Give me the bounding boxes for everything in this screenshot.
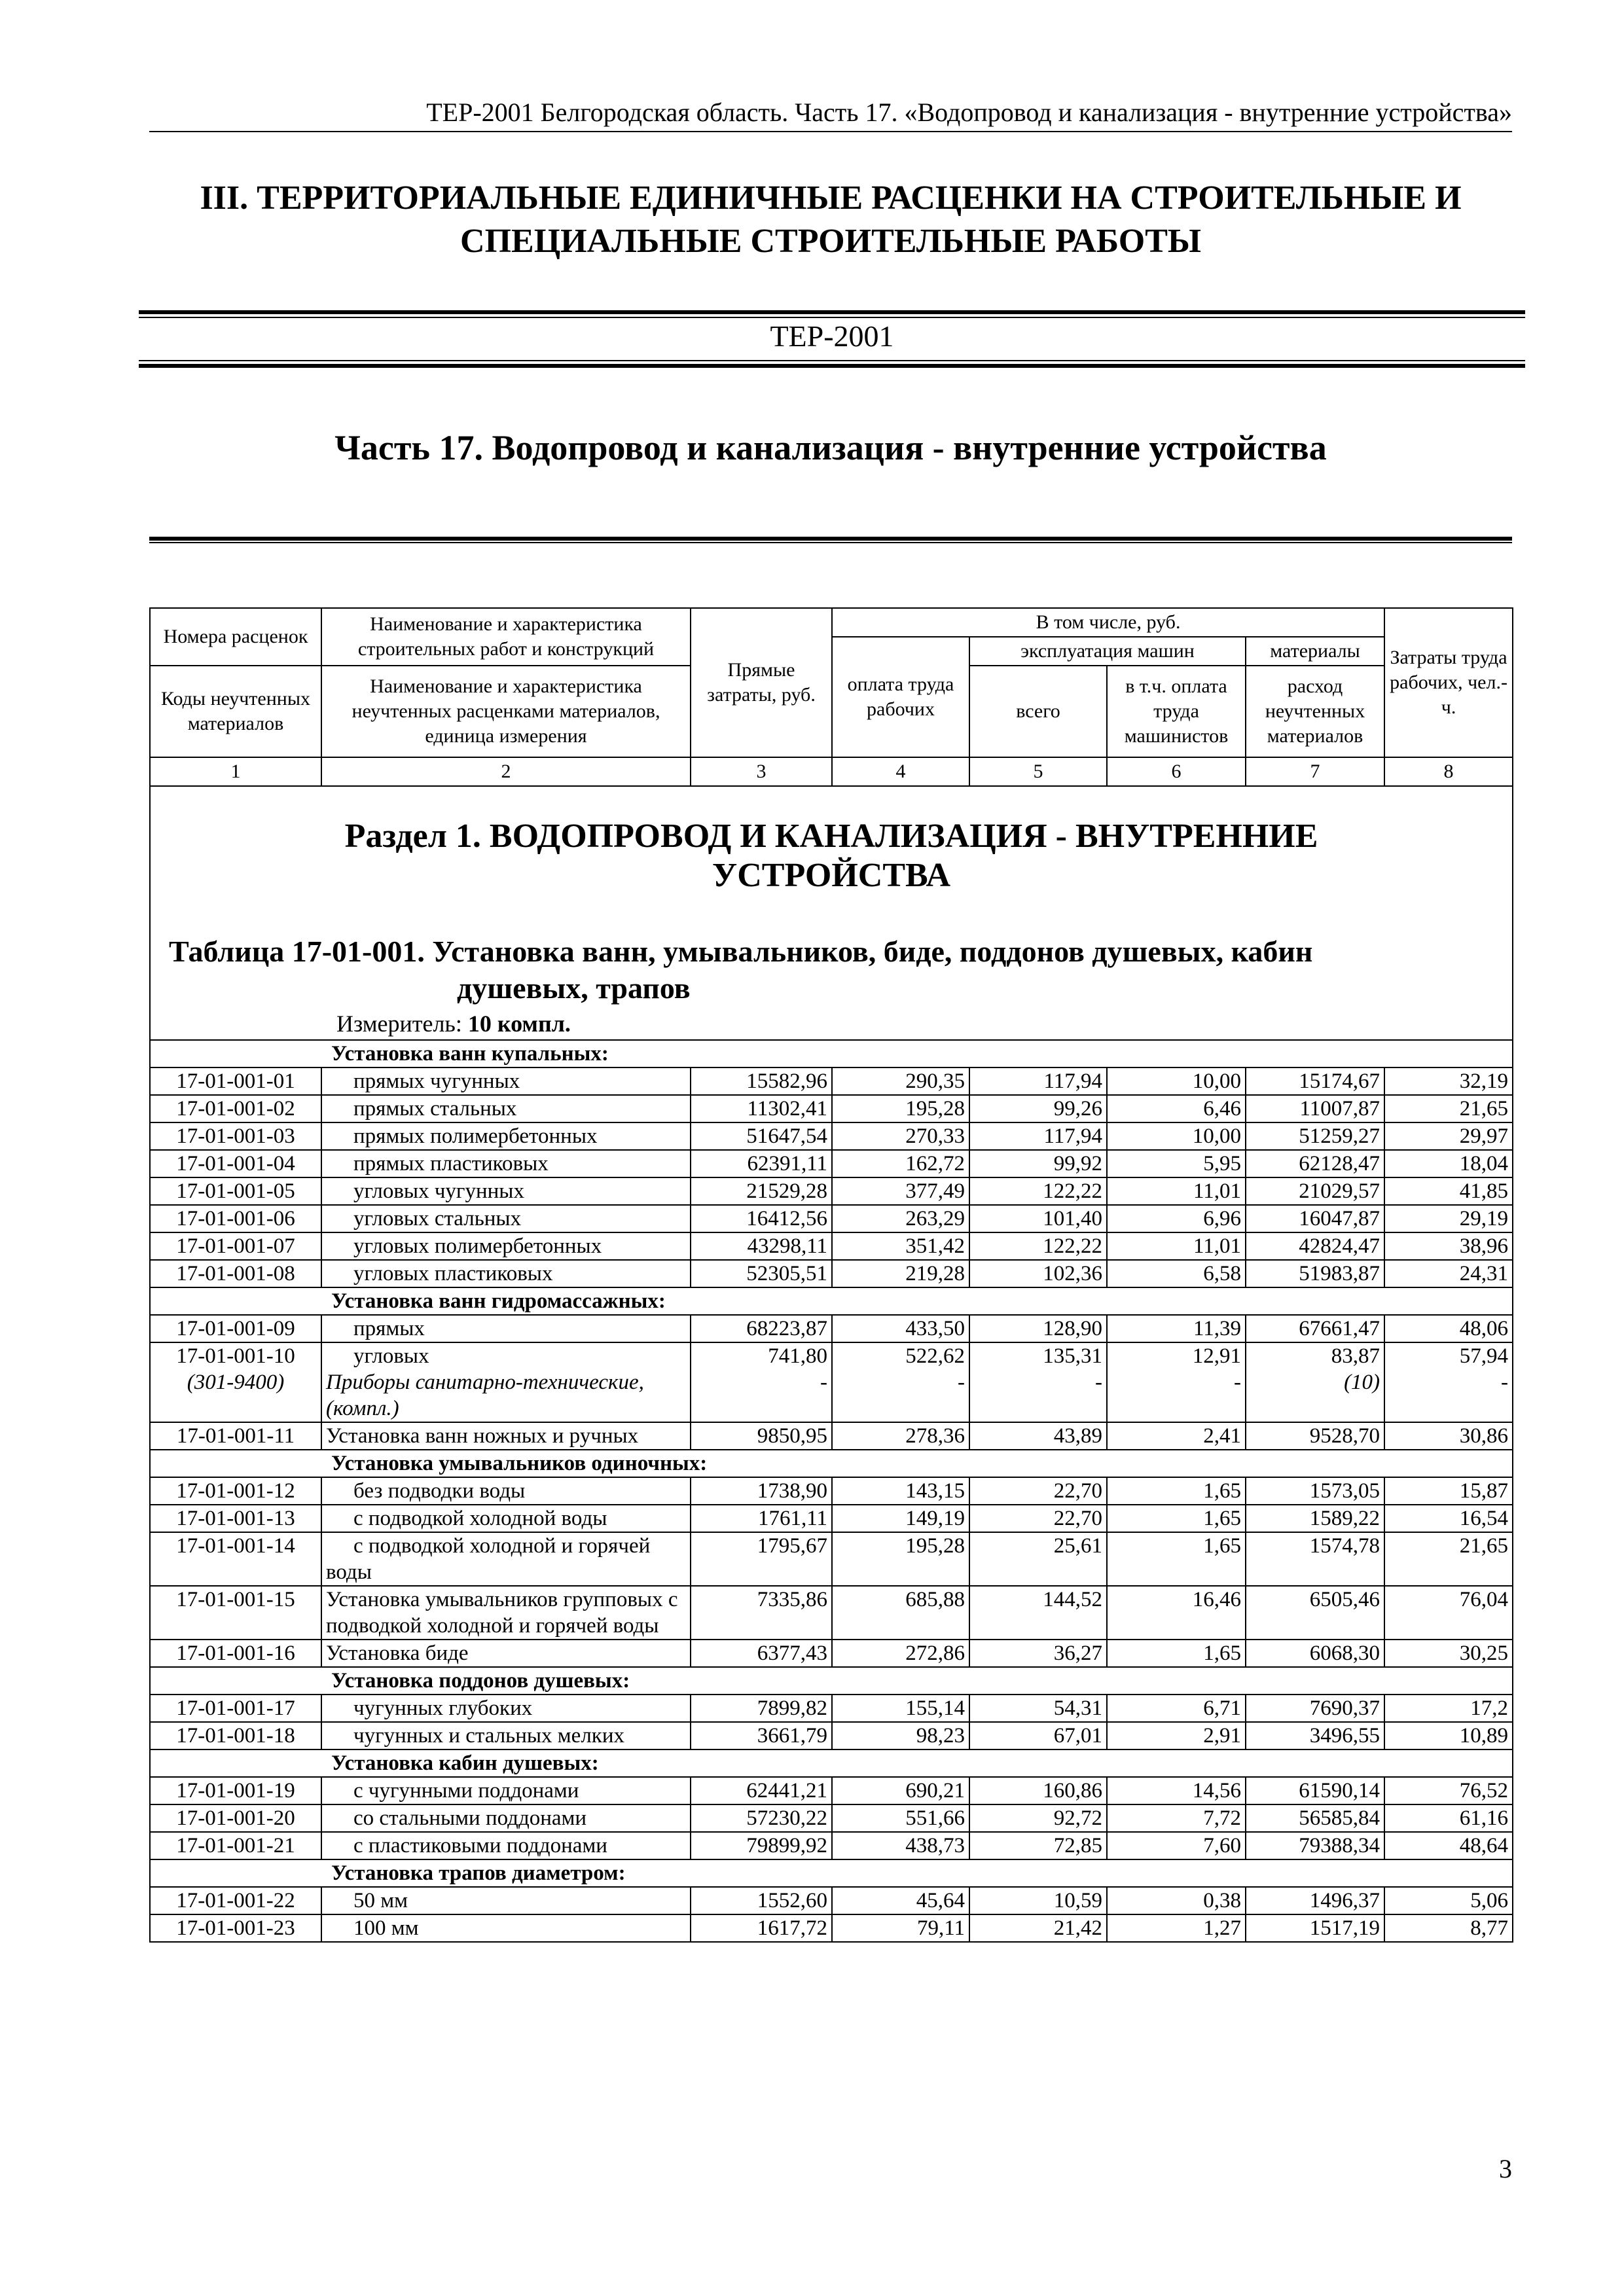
rate-name: Установка умывальников групповых с подводкой холодной и горячей воды xyxy=(321,1586,691,1640)
rate-code: 17-01-001-05 xyxy=(150,1177,321,1205)
rate-code: 17-01-001-17 xyxy=(150,1695,321,1722)
col-direct-costs: Прямые затраты, руб. xyxy=(691,608,832,757)
labor-cost: 5,06 xyxy=(1384,1887,1513,1914)
rate-code: 17-01-001-23 xyxy=(150,1914,321,1942)
machines-total: 101,40 xyxy=(969,1205,1107,1232)
material-code: (301-9400) xyxy=(150,1369,321,1422)
col-labor-costs: Затраты труда рабочих, чел.-ч. xyxy=(1384,608,1513,757)
materials-cost: 42824,47 xyxy=(1246,1232,1384,1260)
table-row xyxy=(150,1532,1513,1586)
machinist-pay: 6,58 xyxy=(1107,1260,1246,1287)
direct-cost: 21529,28 xyxy=(691,1177,832,1205)
col-number: 3 xyxy=(691,757,832,786)
rate-code: 17-01-001-12 xyxy=(150,1477,321,1505)
labor-cost: 29,97 xyxy=(1384,1122,1513,1150)
table-row xyxy=(150,1477,1513,1505)
worker-pay: 270,33 xyxy=(832,1122,969,1150)
machines-total: - xyxy=(969,1369,1107,1422)
rate-name: прямых полимербетонных xyxy=(321,1122,691,1150)
rate-code: 17-01-001-20 xyxy=(150,1804,321,1832)
direct-cost: 1738,90 xyxy=(691,1477,832,1505)
material-name: Приборы санитарно-технические, (компл.) xyxy=(321,1369,691,1422)
running-header: ТЕР-2001 Белгородская область. Часть 17. «Водопровод и канализация - внутренние устройства» xyxy=(426,98,1512,127)
machinist-pay: 2,91 xyxy=(1107,1722,1246,1749)
materials-cost: 1574,78 xyxy=(1246,1532,1384,1586)
rate-name: прямых пластиковых xyxy=(321,1150,691,1177)
machines-total: 10,59 xyxy=(969,1887,1107,1914)
machinist-pay: 6,96 xyxy=(1107,1205,1246,1232)
table-row xyxy=(150,1315,1513,1342)
machinist-pay: 1,65 xyxy=(1107,1477,1246,1505)
worker-pay: 149,19 xyxy=(832,1505,969,1532)
direct-cost: 52305,51 xyxy=(691,1260,832,1287)
group-header xyxy=(150,1859,1513,1887)
machines-total: 128,90 xyxy=(969,1315,1107,1342)
labor-cost: 38,96 xyxy=(1384,1232,1513,1260)
rate-code: 17-01-001-01 xyxy=(150,1067,321,1095)
col-codes-bottom: Коды неучтенных материалов xyxy=(150,666,321,757)
labor-cost: 21,65 xyxy=(1384,1532,1513,1586)
table-row xyxy=(150,1695,1513,1722)
rates-table xyxy=(149,607,1513,1943)
machinist-pay: 5,95 xyxy=(1107,1150,1246,1177)
rate-code: 17-01-001-03 xyxy=(150,1122,321,1150)
materials-cost: 83,87 xyxy=(1246,1342,1384,1369)
table-row xyxy=(150,1342,1513,1369)
band-inner-rule xyxy=(139,360,1525,361)
table-row xyxy=(150,1832,1513,1859)
rate-code: 17-01-001-22 xyxy=(150,1887,321,1914)
materials-cost: 15174,67 xyxy=(1246,1067,1384,1095)
rate-code: 17-01-001-06 xyxy=(150,1205,321,1232)
worker-pay: 195,28 xyxy=(832,1095,969,1122)
labor-cost: 57,94 xyxy=(1384,1342,1513,1369)
materials-cost: 3496,55 xyxy=(1246,1722,1384,1749)
rate-name: с подводкой холодной воды xyxy=(321,1505,691,1532)
rate-code: 17-01-001-13 xyxy=(150,1505,321,1532)
materials-cost: 1517,19 xyxy=(1246,1914,1384,1942)
table-row xyxy=(150,1777,1513,1804)
table-row xyxy=(150,1260,1513,1287)
machines-total: 67,01 xyxy=(969,1722,1107,1749)
table-row xyxy=(150,1422,1513,1450)
group-label: Установка поддонов душевых: xyxy=(150,1667,1513,1695)
materials-cost: 51983,87 xyxy=(1246,1260,1384,1287)
table-title xyxy=(151,933,1512,1007)
worker-pay: 143,15 xyxy=(832,1477,969,1505)
machines-total: 117,94 xyxy=(969,1122,1107,1150)
group-label: Установка ванн купальных: xyxy=(150,1040,1513,1067)
band-label: ТЕР-2001 xyxy=(770,319,894,353)
group-label: Установка ванн гидромассажных: xyxy=(150,1287,1513,1315)
table-row xyxy=(150,1887,1513,1914)
rate-name: угловых xyxy=(321,1342,691,1369)
worker-pay: - xyxy=(832,1369,969,1422)
rate-name: чугунных глубоких xyxy=(321,1695,691,1722)
machines-total: 99,26 xyxy=(969,1095,1107,1122)
machinist-pay: 2,41 xyxy=(1107,1422,1246,1450)
table-row xyxy=(150,1095,1513,1122)
direct-cost: 62391,11 xyxy=(691,1150,832,1177)
materials-cost: 11007,87 xyxy=(1246,1095,1384,1122)
col-number: 5 xyxy=(969,757,1107,786)
direct-cost: 68223,87 xyxy=(691,1315,832,1342)
machinist-pay: 6,71 xyxy=(1107,1695,1246,1722)
rate-code: 17-01-001-02 xyxy=(150,1095,321,1122)
section-title: Раздел 1. ВОДОПРОВОД И КАНАЛИЗАЦИЯ - ВНУТРЕННИЕ УСТРОЙСТВА xyxy=(344,817,1318,894)
machines-total: 122,22 xyxy=(969,1177,1107,1205)
table-row xyxy=(150,1640,1513,1667)
worker-pay: 438,73 xyxy=(832,1832,969,1859)
direct-cost: 7899,82 xyxy=(691,1695,832,1722)
direct-cost: 3661,79 xyxy=(691,1722,832,1749)
direct-cost: 15582,96 xyxy=(691,1067,832,1095)
table-row xyxy=(150,1369,1513,1422)
labor-cost: 48,64 xyxy=(1384,1832,1513,1859)
materials-cost: 7690,37 xyxy=(1246,1695,1384,1722)
materials-cost: 56585,84 xyxy=(1246,1804,1384,1832)
direct-cost: 1552,60 xyxy=(691,1887,832,1914)
direct-cost: 57230,22 xyxy=(691,1804,832,1832)
direct-cost: 741,80 xyxy=(691,1342,832,1369)
rate-name: угловых стальных xyxy=(321,1205,691,1232)
table-row xyxy=(150,1177,1513,1205)
materials-cost: 1496,37 xyxy=(1246,1887,1384,1914)
worker-pay: 162,72 xyxy=(832,1150,969,1177)
labor-cost: 76,52 xyxy=(1384,1777,1513,1804)
group-header xyxy=(150,1450,1513,1477)
materials-cost: 16047,87 xyxy=(1246,1205,1384,1232)
table-row xyxy=(150,1586,1513,1640)
rate-code: 17-01-001-08 xyxy=(150,1260,321,1287)
rate-code: 17-01-001-11 xyxy=(150,1422,321,1450)
worker-pay: 690,21 xyxy=(832,1777,969,1804)
machines-total: 54,31 xyxy=(969,1695,1107,1722)
materials-cost: 1589,22 xyxy=(1246,1505,1384,1532)
group-label: Установка трапов диаметром: xyxy=(150,1859,1513,1887)
rate-code: 17-01-001-18 xyxy=(150,1722,321,1749)
table-row xyxy=(150,1067,1513,1095)
materials-cost: 67661,47 xyxy=(1246,1315,1384,1342)
col-number: 2 xyxy=(321,757,691,786)
page-number: 3 xyxy=(1499,2154,1512,2183)
machinist-pay: 7,72 xyxy=(1107,1804,1246,1832)
rate-code: 17-01-001-07 xyxy=(150,1232,321,1260)
materials-cost: 62128,47 xyxy=(1246,1150,1384,1177)
meter-value: 10 компл. xyxy=(467,1011,571,1037)
worker-pay: 551,66 xyxy=(832,1804,969,1832)
labor-cost: 8,77 xyxy=(1384,1914,1513,1942)
worker-pay: 278,36 xyxy=(832,1422,969,1450)
worker-pay: 685,88 xyxy=(832,1586,969,1640)
worker-pay: 263,29 xyxy=(832,1205,969,1232)
labor-cost: 18,04 xyxy=(1384,1150,1513,1177)
direct-cost: 16412,56 xyxy=(691,1205,832,1232)
table-row xyxy=(150,1205,1513,1232)
materials-cost: 6068,30 xyxy=(1246,1640,1384,1667)
machinist-pay: 1,27 xyxy=(1107,1914,1246,1942)
ter-band xyxy=(139,310,1525,368)
rate-name: угловых полимербетонных xyxy=(321,1232,691,1260)
labor-cost: 29,19 xyxy=(1384,1205,1513,1232)
meter xyxy=(151,1009,1512,1038)
rate-name: угловых пластиковых xyxy=(321,1260,691,1287)
col-codes-top: Номера расценок xyxy=(150,608,321,666)
machinist-pay: 11,01 xyxy=(1107,1232,1246,1260)
worker-pay: 219,28 xyxy=(832,1260,969,1287)
labor-cost: 48,06 xyxy=(1384,1315,1513,1342)
labor-cost: 32,19 xyxy=(1384,1067,1513,1095)
machines-total: 122,22 xyxy=(969,1232,1107,1260)
rate-name: чугунных и стальных мелких xyxy=(321,1722,691,1749)
group-header xyxy=(150,1667,1513,1695)
worker-pay: 433,50 xyxy=(832,1315,969,1342)
col-number: 6 xyxy=(1107,757,1246,786)
rate-name: без подводки воды xyxy=(321,1477,691,1505)
rate-code: 17-01-001-10 xyxy=(150,1342,321,1369)
rate-code: 17-01-001-21 xyxy=(150,1832,321,1859)
direct-cost: 43298,11 xyxy=(691,1232,832,1260)
machines-total: 160,86 xyxy=(969,1777,1107,1804)
group-label: Установка умывальников одиночных: xyxy=(150,1450,1513,1477)
meter-label: Измеритель: xyxy=(336,1011,462,1037)
group-label: Установка кабин душевых: xyxy=(150,1749,1513,1777)
worker-pay: 377,49 xyxy=(832,1177,969,1205)
rate-name: 100 мм xyxy=(321,1914,691,1942)
labor-cost: 30,86 xyxy=(1384,1422,1513,1450)
direct-cost: 11302,41 xyxy=(691,1095,832,1122)
materials-cost: 6505,46 xyxy=(1246,1586,1384,1640)
machines-total: 72,85 xyxy=(969,1832,1107,1859)
worker-pay: 290,35 xyxy=(832,1067,969,1095)
machinist-pay: 1,65 xyxy=(1107,1505,1246,1532)
rate-code: 17-01-001-15 xyxy=(150,1586,321,1640)
worker-pay: 522,62 xyxy=(832,1342,969,1369)
table-row xyxy=(150,1722,1513,1749)
table-row xyxy=(150,1232,1513,1260)
col-number: 4 xyxy=(832,757,969,786)
direct-cost: 1617,72 xyxy=(691,1914,832,1942)
machinist-pay: 14,56 xyxy=(1107,1777,1246,1804)
machines-total: 144,52 xyxy=(969,1586,1107,1640)
worker-pay: 45,64 xyxy=(832,1887,969,1914)
direct-cost: 6377,43 xyxy=(691,1640,832,1667)
rate-name: с пластиковыми поддонами xyxy=(321,1832,691,1859)
table-row xyxy=(150,1122,1513,1150)
labor-cost: 76,04 xyxy=(1384,1586,1513,1640)
rate-code: 17-01-001-19 xyxy=(150,1777,321,1804)
col-number: 1 xyxy=(150,757,321,786)
machines-total: 102,36 xyxy=(969,1260,1107,1287)
machines-total: 25,61 xyxy=(969,1532,1107,1586)
title-rule xyxy=(149,537,1512,543)
worker-pay: 98,23 xyxy=(832,1722,969,1749)
table-row xyxy=(150,1505,1513,1532)
machinist-pay: 16,46 xyxy=(1107,1586,1246,1640)
rate-code: 17-01-001-14 xyxy=(150,1532,321,1586)
labor-cost: 61,16 xyxy=(1384,1804,1513,1832)
materials-cost: 61590,14 xyxy=(1246,1777,1384,1804)
labor-cost: 15,87 xyxy=(1384,1477,1513,1505)
worker-pay: 351,42 xyxy=(832,1232,969,1260)
table-title-line: Таблица 17-01-001. Установка ванн, умывальников, биде, поддонов душевых, кабин xyxy=(169,935,1313,968)
worker-pay: 155,14 xyxy=(832,1695,969,1722)
labor-cost: 41,85 xyxy=(1384,1177,1513,1205)
machinist-pay: 1,65 xyxy=(1107,1640,1246,1667)
rate-code: 17-01-001-16 xyxy=(150,1640,321,1667)
part-title: Часть 17. Водопровод и канализация - внутренние устройства xyxy=(334,428,1327,467)
col-number: 8 xyxy=(1384,757,1513,786)
rate-code: 17-01-001-09 xyxy=(150,1315,321,1342)
machines-total: 135,31 xyxy=(969,1342,1107,1369)
labor-cost: - xyxy=(1384,1369,1513,1422)
machinist-pay: 11,01 xyxy=(1107,1177,1246,1205)
machinist-pay: 0,38 xyxy=(1107,1887,1246,1914)
machines-total: 22,70 xyxy=(969,1505,1107,1532)
materials-cost: 1573,05 xyxy=(1246,1477,1384,1505)
worker-pay: 195,28 xyxy=(832,1532,969,1586)
direct-cost: 9850,95 xyxy=(691,1422,832,1450)
direct-cost: 1795,67 xyxy=(691,1532,832,1586)
materials-cost: 9528,70 xyxy=(1246,1422,1384,1450)
machinist-pay: 10,00 xyxy=(1107,1122,1246,1150)
col-materials: материалы xyxy=(1246,637,1384,666)
materials-cost: 51259,27 xyxy=(1246,1122,1384,1150)
direct-cost: 51647,54 xyxy=(691,1122,832,1150)
main-heading: III. ТЕРРИТОРИАЛЬНЫЕ ЕДИНИЧНЫЕ РАСЦЕНКИ НА СТРОИТЕЛЬНЫЕ И СПЕЦИАЛЬНЫЕ СТРОИТЕЛЬНЫЕ РАБОТЫ xyxy=(200,179,1462,260)
materials-usage: (10) xyxy=(1246,1369,1384,1422)
machinist-pay: 1,65 xyxy=(1107,1532,1246,1586)
materials-cost: 21029,57 xyxy=(1246,1177,1384,1205)
labor-cost: 21,65 xyxy=(1384,1095,1513,1122)
rate-name: Установка ванн ножных и ручных xyxy=(321,1422,691,1450)
section-header-cell xyxy=(150,786,1513,1040)
group-header xyxy=(150,1749,1513,1777)
machines-total: 117,94 xyxy=(969,1067,1107,1095)
machines-total: 36,27 xyxy=(969,1640,1107,1667)
rate-name: Установка биде xyxy=(321,1640,691,1667)
rate-name: прямых чугунных xyxy=(321,1067,691,1095)
machines-total: 92,72 xyxy=(969,1804,1107,1832)
direct-cost: - xyxy=(691,1369,832,1422)
group-header xyxy=(150,1040,1513,1067)
machinist-pay: 10,00 xyxy=(1107,1067,1246,1095)
table-row xyxy=(150,1914,1513,1942)
direct-cost: 79899,92 xyxy=(691,1832,832,1859)
machinist-pay: 11,39 xyxy=(1107,1315,1246,1342)
rate-name: прямых xyxy=(321,1315,691,1342)
direct-cost: 7335,86 xyxy=(691,1586,832,1640)
rate-name: со стальными поддонами xyxy=(321,1804,691,1832)
rate-code: 17-01-001-04 xyxy=(150,1150,321,1177)
col-number: 7 xyxy=(1246,757,1384,786)
labor-cost: 24,31 xyxy=(1384,1260,1513,1287)
materials-cost: 79388,34 xyxy=(1246,1832,1384,1859)
table-row xyxy=(150,1804,1513,1832)
col-machinist-pay: в т.ч. оплата труда машинистов xyxy=(1107,666,1246,757)
col-worker-pay: оплата труда рабочих xyxy=(832,637,969,757)
labor-cost: 17,2 xyxy=(1384,1695,1513,1722)
worker-pay: 272,86 xyxy=(832,1640,969,1667)
table-row xyxy=(150,1150,1513,1177)
machinist-pay: - xyxy=(1107,1369,1246,1422)
machines-total: 22,70 xyxy=(969,1477,1107,1505)
machines-total: 21,42 xyxy=(969,1914,1107,1942)
machinist-pay: 12,91 xyxy=(1107,1342,1246,1369)
labor-cost: 10,89 xyxy=(1384,1722,1513,1749)
rate-name: угловых чугунных xyxy=(321,1177,691,1205)
group-header xyxy=(150,1287,1513,1315)
direct-cost: 1761,11 xyxy=(691,1505,832,1532)
col-machines: эксплуатация машин xyxy=(969,637,1246,666)
labor-cost: 16,54 xyxy=(1384,1505,1513,1532)
machines-total: 43,89 xyxy=(969,1422,1107,1450)
rate-name: с подводкой холодной и горячей воды xyxy=(321,1532,691,1586)
col-name-bottom: Наименование и характеристика неучтенных расценками материалов, единица измерения xyxy=(321,666,691,757)
labor-cost: 30,25 xyxy=(1384,1640,1513,1667)
col-name-top: Наименование и характеристика строительных работ и конструкций xyxy=(321,608,691,666)
rate-name: прямых стальных xyxy=(321,1095,691,1122)
worker-pay: 79,11 xyxy=(832,1914,969,1942)
header-rule xyxy=(149,131,1512,132)
col-materials-usage: расход неучтенных материалов xyxy=(1246,666,1384,757)
rate-name: 50 мм xyxy=(321,1887,691,1914)
col-machines-total: всего xyxy=(969,666,1107,757)
col-including: В том числе, руб. xyxy=(832,608,1384,637)
table-title-line: душевых, трапов xyxy=(457,971,691,1005)
direct-cost: 62441,21 xyxy=(691,1777,832,1804)
machinist-pay: 7,60 xyxy=(1107,1832,1246,1859)
machinist-pay: 6,46 xyxy=(1107,1095,1246,1122)
machines-total: 99,92 xyxy=(969,1150,1107,1177)
rate-name: с чугунными поддонами xyxy=(321,1777,691,1804)
